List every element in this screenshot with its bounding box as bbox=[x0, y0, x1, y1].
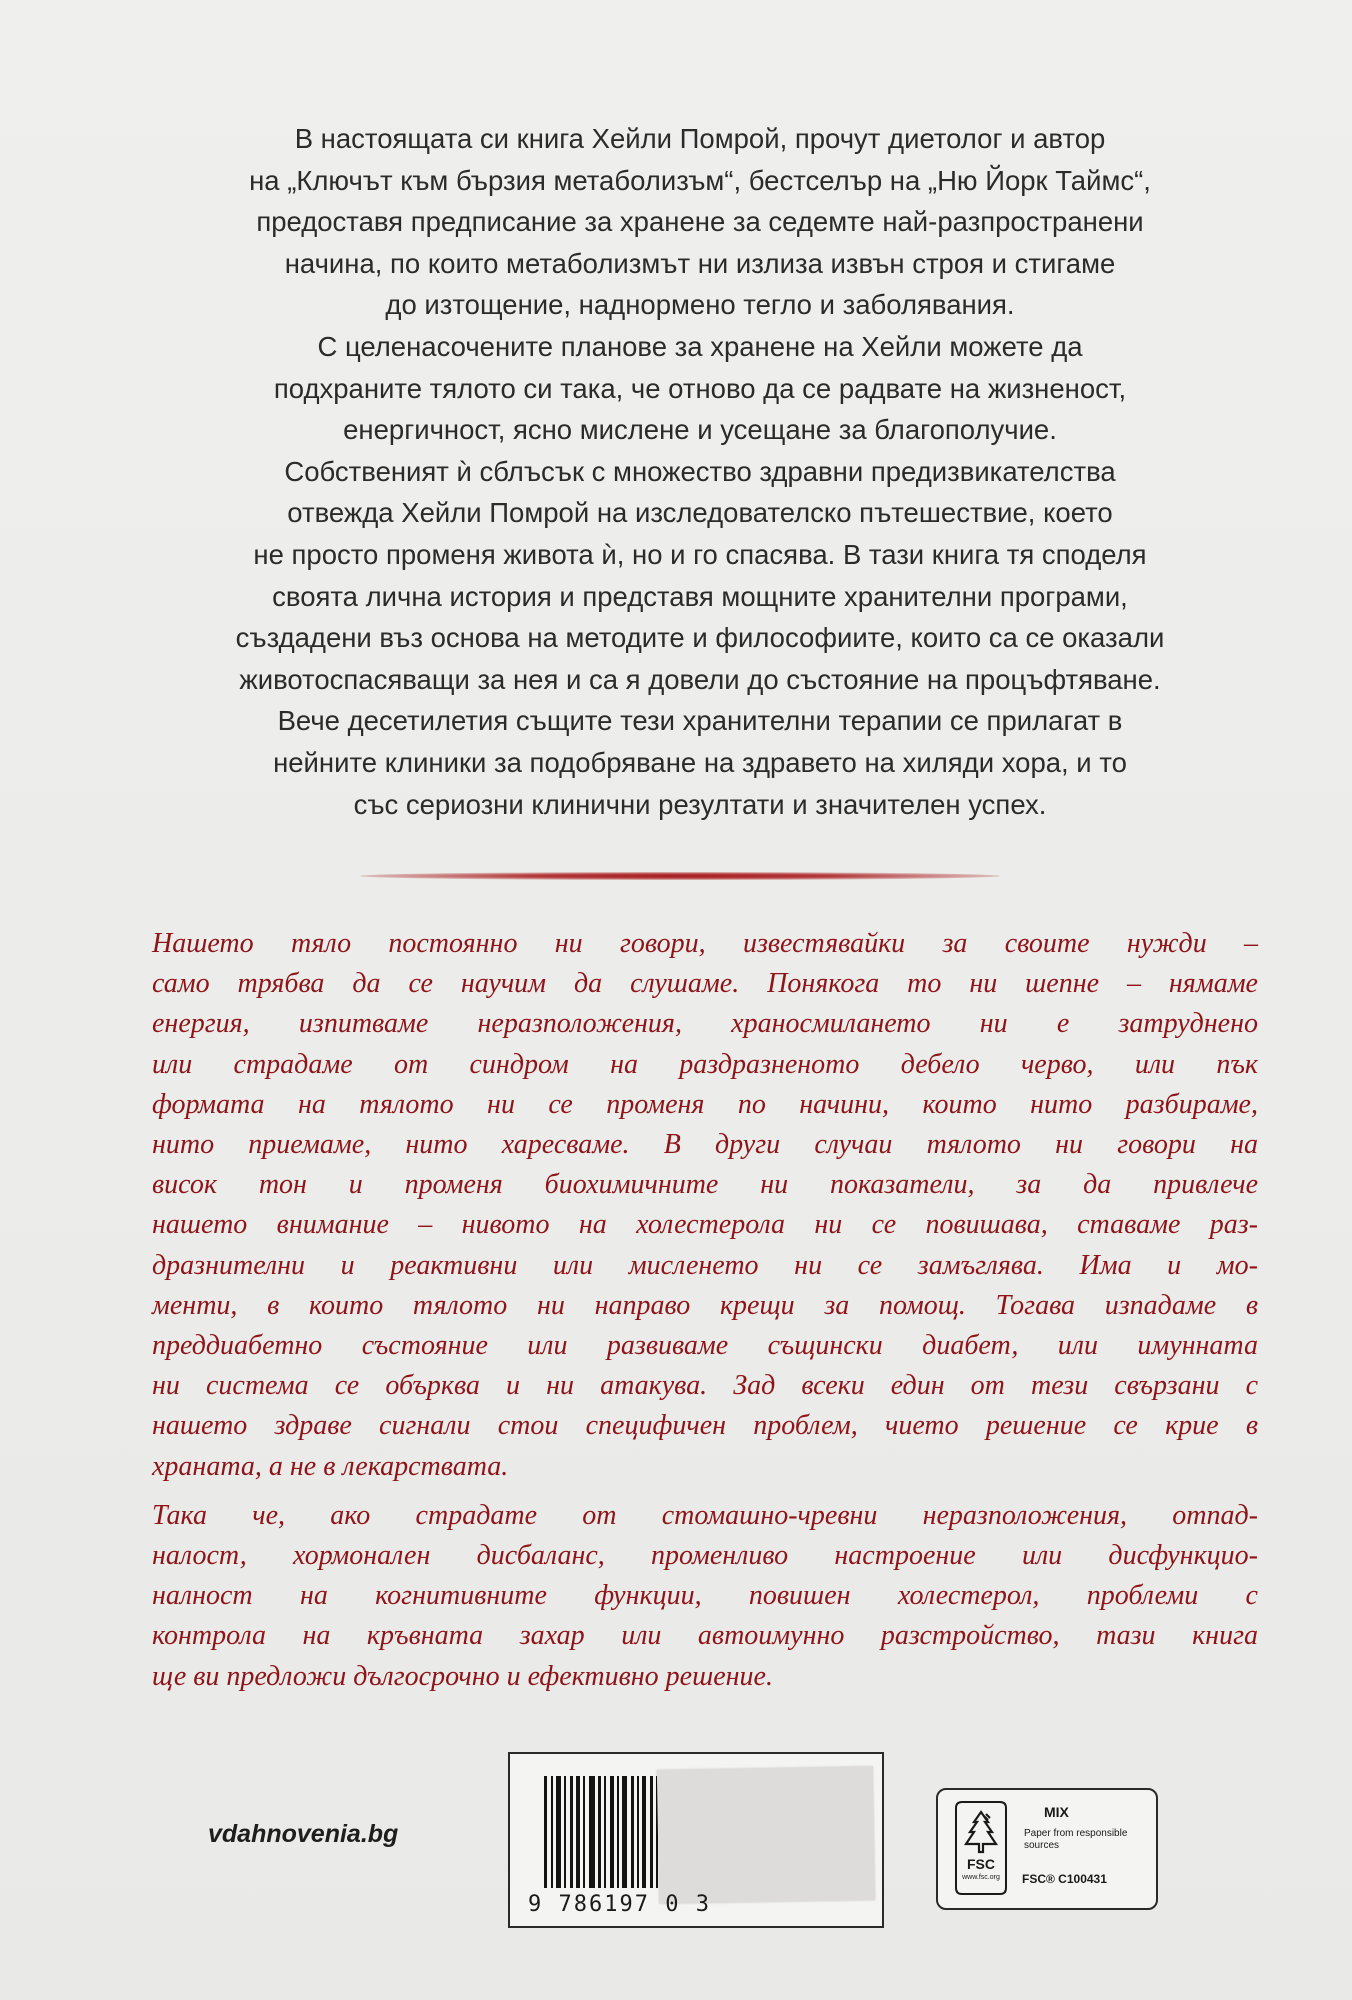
barcode-bar bbox=[622, 1776, 627, 1888]
fsc-description: Paper from responsible sources bbox=[1024, 1828, 1128, 1851]
quote-line: Така че, ако страдате от стомашно-чревни неразположения, отпад- bbox=[152, 1499, 1258, 1531]
price-sticker bbox=[657, 1766, 875, 1904]
barcode-bar bbox=[631, 1776, 634, 1888]
quote-line: преддиабетно състояние или развиваме същински диабет, или имунната bbox=[152, 1330, 1258, 1362]
intro-text bbox=[140, 118, 1260, 825]
barcode-bar bbox=[617, 1776, 619, 1888]
intro-line: В настоящата си книга Хейли Помрой, прочут диетолог и автор bbox=[294, 123, 1106, 154]
fsc-logo-text: FSC bbox=[967, 1856, 995, 1872]
publisher-website: vdahnovenia.bg bbox=[208, 1820, 399, 1848]
intro-line: създадени въз основа на методите и философиите, които са се оказали bbox=[235, 622, 1165, 654]
barcode-bar bbox=[583, 1776, 585, 1888]
fsc-mix-label: MIX bbox=[1044, 1804, 1069, 1820]
quote-line: нашето здраве сигнали стои специфичен проблем, чието решение се крие в bbox=[152, 1410, 1258, 1442]
fsc-code: FSC® C100431 bbox=[1022, 1872, 1107, 1886]
quote-line: ни система се обърква и ни атакува. Зад всеки един от тези свързани с bbox=[152, 1370, 1258, 1402]
quote-paragraph-1 bbox=[152, 924, 1258, 1487]
barcode-bar bbox=[564, 1776, 566, 1888]
quote-line: контрола на кръвната захар или автоимунно разстройство, тази книга bbox=[152, 1620, 1258, 1652]
quote-text bbox=[152, 924, 1258, 1706]
barcode-bar bbox=[551, 1776, 553, 1888]
intro-line: Вече десетилетия същите тези хранителни терапии се прилагат в bbox=[277, 705, 1123, 737]
isbn-number: 9 786197 0 3 bbox=[528, 1892, 711, 1917]
barcode-bar bbox=[556, 1776, 561, 1888]
fsc-tree-icon bbox=[948, 1798, 1014, 1896]
quote-line: нито приемаме, нито харесваме. В други случаи тялото ни говори на bbox=[152, 1129, 1258, 1161]
quote-line: менти, в които тялото ни направо крещи за помощ. Тогава изпадаме в bbox=[152, 1289, 1258, 1321]
quote-line: налност на когнитивните функции, повишен холестерол, проблеми с bbox=[152, 1580, 1258, 1612]
fsc-url: www.fsc.org bbox=[962, 1874, 1000, 1881]
quote-line: Нашето тяло постоянно ни говори, известявайки за своите нужди – bbox=[152, 928, 1258, 959]
barcode-bar bbox=[610, 1776, 614, 1888]
quote-line: формата на тялото ни се променя по начини, които нито разбираме, bbox=[152, 1088, 1258, 1120]
intro-line: С целенасочените планове за хранене на Хейли можете да bbox=[317, 330, 1083, 362]
intro-line: Собственият ѝ сблъсък с множество здравни предизвикателства bbox=[284, 455, 1116, 487]
quote-line: само трябва да се научим да слушаме. Понякога то ни шепне – нямаме bbox=[152, 968, 1258, 1000]
intro-line: със сериозни клинични резултати и значителен успех. bbox=[353, 788, 1047, 820]
red-divider bbox=[360, 872, 1000, 880]
intro-line: на „Ключът към бързия метаболизъм“, бестселър на „Ню Йорк Таймс“, bbox=[249, 164, 1151, 196]
quote-line: храната, а не в лекарствата. bbox=[152, 1450, 509, 1482]
isbn-barcode bbox=[508, 1752, 884, 1928]
quote-line: нашето внимание – нивото на холестерола ни се повишава, ставаме раз- bbox=[152, 1209, 1258, 1241]
quote-line: налост, хормонален дисбаланс, променливо настроение или дисфункцио- bbox=[152, 1540, 1258, 1572]
barcode-bar bbox=[589, 1776, 595, 1888]
intro-line: отвежда Хейли Помрой на изследователско пътешествие, което bbox=[287, 497, 1113, 529]
fsc-label bbox=[936, 1788, 1158, 1910]
intro-line: предоставя предписание за хранене за седемте най-разпространени bbox=[256, 206, 1144, 238]
intro-line: животоспасяващи за нея и са я довели до състояние на процъфтяване. bbox=[239, 663, 1161, 695]
quote-line: висок тон и променя биохимичните ни показатели, за да привлече bbox=[152, 1169, 1258, 1201]
quote-line: дразнителни и реактивни или мисленето ни се замъглява. Има и мо- bbox=[152, 1249, 1258, 1281]
intro-line: нейните клиники за подобряване на здравето на хиляди хора, и то bbox=[273, 746, 1127, 778]
intro-line: подхраните тялото си така, че отново да се радвате на жизненост, bbox=[273, 372, 1127, 404]
quote-line: или страдаме от синдром на раздразненото дебело черво, или пък bbox=[152, 1048, 1258, 1080]
intro-line: не просто променя живота ѝ, но и го спасява. В тази книга тя споделя bbox=[253, 538, 1147, 570]
barcode-bar bbox=[544, 1776, 547, 1888]
quote-paragraph-2 bbox=[152, 1496, 1258, 1697]
quote-line: ще ви предложи дългосрочно и ефективно решение. bbox=[152, 1660, 773, 1692]
barcode-bar bbox=[604, 1776, 606, 1888]
intro-line: своята лична история и представя мощните хранителни програми, bbox=[272, 580, 1128, 612]
intro-line: до изтощение, наднормено тегло и заболявания. bbox=[385, 289, 1015, 321]
barcode-bar bbox=[570, 1776, 573, 1888]
intro-line: енергичност, ясно мислене и усещане за благополучие. bbox=[343, 414, 1057, 446]
barcode-bar bbox=[650, 1776, 653, 1888]
barcode-bar bbox=[576, 1776, 580, 1888]
barcode-bar bbox=[642, 1776, 646, 1888]
quote-line: енергия, изпитваме неразположения, храносмилането ни е затруднено bbox=[152, 1008, 1258, 1040]
barcode-bar bbox=[598, 1776, 601, 1888]
intro-line: начина, по които метаболизмът ни излиза извън строя и стигаме bbox=[284, 247, 1116, 279]
barcode-bar bbox=[637, 1776, 639, 1888]
